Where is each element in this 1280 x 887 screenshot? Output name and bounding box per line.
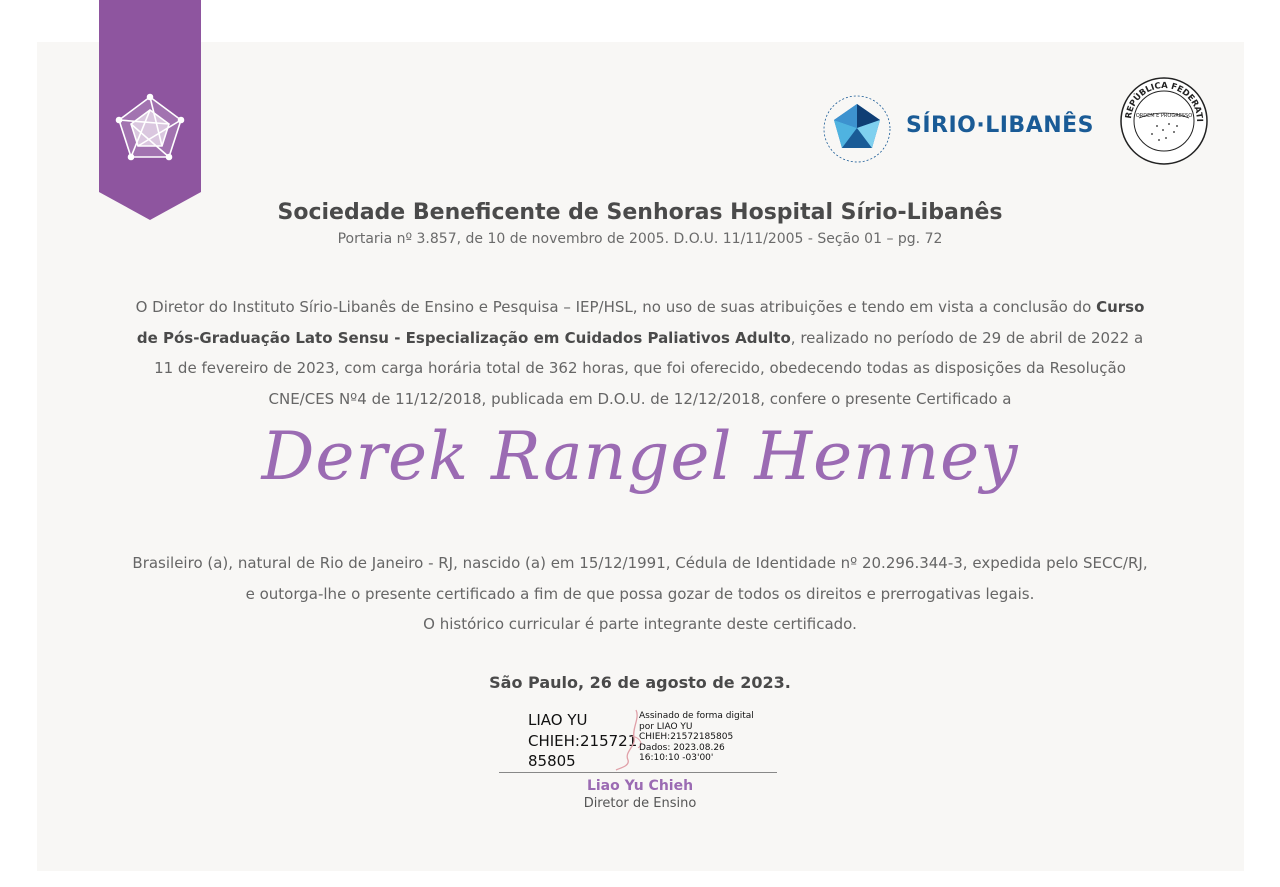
ordinance-subtitle: Portaria nº 3.857, de 10 de novembro de 2005. D.O.U. 11/11/2005 - Seção 01 – pg. 72 xyxy=(337,231,943,247)
svg-text:ORDEM E PROGRESSO: ORDEM E PROGRESSO xyxy=(1135,113,1193,119)
sig-name-line-2: CHIEH:215721 xyxy=(528,731,638,750)
sig-name-line-1: LIAO YU xyxy=(528,711,588,729)
signer-role: Diretor de Ensino xyxy=(583,796,697,811)
certificate-issuer-title: Sociedade Beneficente de Senhoras Hospital Sírio-Libanês xyxy=(277,200,1003,225)
digital-signature xyxy=(500,708,778,772)
recipient-name: Derek Rangel Henney xyxy=(261,418,1019,495)
course-name: Curso de Pós-Graduação Lato Sensu - Especialização em Cuidados Paliativos Adulto xyxy=(136,298,1145,347)
info-line-1: Brasileiro (a), natural de Rio de Janeiro - RJ, nascido (a) em 15/12/1991, Cédula de Identidade nº 20.296.344-3, expedida pelo SECC/RJ, xyxy=(132,554,1148,572)
signer-name: Liao Yu Chieh xyxy=(586,778,694,794)
signature-line xyxy=(499,772,777,773)
certificate-body xyxy=(128,292,1152,414)
sig-detail-2: por LIAO YU xyxy=(639,721,693,732)
sig-name-line-3: 85805 xyxy=(528,752,576,770)
brazil-seal-icon xyxy=(1119,76,1209,166)
issue-date: São Paulo, 26 de agosto de 2023. xyxy=(489,673,791,692)
info-line-3: O histórico curricular é parte integrante deste certificado. xyxy=(423,615,857,633)
sig-detail-3: CHIEH:21572185805 xyxy=(639,732,734,742)
sig-detail-1: Assinado de forma digital xyxy=(639,711,754,721)
sig-detail-4: Dados: 2023.08.26 xyxy=(639,742,725,753)
svg-text:REPÚBLICA FEDERATIVA DO BRASIL: REPÚBLICA FEDERATI xyxy=(1123,80,1205,122)
sirio-libanes-emblem-icon xyxy=(822,94,892,164)
institution-logo-text: SÍRIO·LIBANÊS xyxy=(906,113,1094,138)
sirio-libanes-logo xyxy=(822,94,1094,164)
body-part2: , realizado no período de 29 de abril de 2022 a 11 de fevereiro de 2023, com carga horária total de 362 horas, que foi oferecido, obedecendo todas as disposições da Resolução CNE/CES Nº4 de 11/12/2018, publicada em D.O.U. de 12/12/2018, confere o presente Certificado a xyxy=(154,328,1144,408)
recipient-info xyxy=(0,548,1280,640)
brazil-seal xyxy=(1119,76,1209,166)
body-part1: O Diretor do Instituto Sírio-Libanês de Ensino e Pesquisa – IEP/HSL, no uso de suas atribuições e tendo em vista a conclusão do xyxy=(135,298,1097,316)
ribbon-banner xyxy=(99,0,201,220)
signature-details xyxy=(639,711,754,764)
info-line-2: e outorga-lhe o presente certificado a fim de que possa gozar de todos os direitos e prerrogativas legais. xyxy=(245,584,1035,603)
sig-detail-5: 16:10:10 -03'00' xyxy=(639,753,714,763)
